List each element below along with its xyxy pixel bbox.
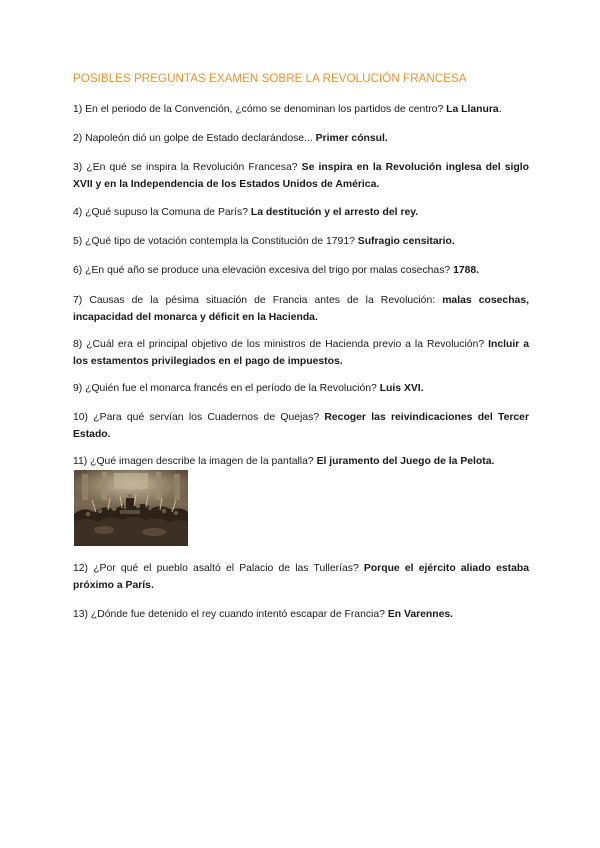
question-12	[73, 560, 529, 594]
question-7	[73, 292, 529, 326]
question-8-answer: Incluir a los estamentos privilegiados en el pago de impuestos.	[73, 339, 530, 367]
question-11-text: 11) ¿Qué imagen describe la imagen de la pantalla?	[73, 456, 317, 467]
question-5-answer: Sufragio censitario.	[357, 236, 455, 247]
question-5-text: 5) ¿Qué tipo de votación contempla la Constitución de 1791?	[73, 236, 358, 247]
question-7-text: 7) Causas de la pésima situación de Francia antes de la Revolución:	[73, 295, 443, 306]
question-3	[73, 159, 529, 193]
tennis-court-oath-painting	[74, 470, 188, 546]
document-page	[73, 0, 529, 848]
question-9	[73, 380, 529, 397]
question-5	[73, 233, 529, 250]
question-11	[73, 453, 529, 470]
question-12-text: 12) ¿Por qué el pueblo asaltó el Palacio de las Tullerías?	[73, 563, 364, 574]
question-4-text: 4) ¿Qué supuso la Comuna de París?	[73, 207, 251, 218]
question-2	[73, 130, 529, 147]
question-1-tail: .	[498, 104, 502, 115]
question-6-answer: 1788.	[453, 265, 480, 276]
question-3-answer: Se inspira en la Revolución inglesa del siglo XVII y en la Independencia de los Estados Unidos de América.	[73, 162, 530, 190]
question-2-answer: Primer cónsul.	[315, 133, 388, 144]
question-8-text: 8) ¿Cuál era el principal objetivo de los ministros de Hacienda previo a la Revolución?	[73, 339, 489, 350]
document-title: POSIBLES PREGUNTAS EXAMEN SOBRE LA REVOLUCIÓN FRANCESA	[73, 72, 467, 85]
painting-illustration	[74, 470, 188, 546]
question-9-answer: Luis XVI.	[379, 383, 424, 394]
question-4	[73, 204, 529, 221]
question-4-answer: La destitución y el arresto del rey.	[250, 207, 419, 218]
question-12-answer: Porque el ejército aliado estaba próximo a París.	[73, 563, 529, 591]
question-1-answer: La Llanura	[446, 104, 499, 115]
question-6	[73, 262, 529, 279]
question-10	[73, 409, 529, 443]
question-13	[73, 606, 529, 623]
question-2-text: 2) Napoleón dió un golpe de Estado declarándose...	[73, 133, 316, 144]
question-9-text: 9) ¿Quién fue el monarca francés en el período de la Revolución?	[73, 383, 380, 394]
question-1	[73, 101, 529, 118]
question-3-text: 3) ¿En qué se inspira la Revolución Francesa?	[73, 162, 302, 173]
question-13-text: 13) ¿Dónde fue detenido el rey cuando intentó escapar de Francia?	[73, 609, 388, 620]
question-11-answer: El juramento del Juego de la Pelota.	[316, 456, 495, 467]
question-7-answer: malas cosechas, incapacidad del monarca y déficit en la Hacienda.	[73, 295, 529, 323]
question-10-answer: Recoger las reivindicaciones del Tercer Estado.	[73, 412, 529, 440]
question-8	[73, 336, 529, 370]
question-13-answer: En Varennes.	[387, 609, 454, 620]
question-6-text: 6) ¿En qué año se produce una elevación excesiva del trigo por malas cosechas?	[73, 265, 454, 276]
question-1-text: 1) En el periodo de la Convención, ¿cómo se denominan los partidos de centro?	[73, 104, 447, 115]
question-10-text: 10) ¿Para qué servían los Cuadernos de Quejas?	[73, 412, 325, 423]
